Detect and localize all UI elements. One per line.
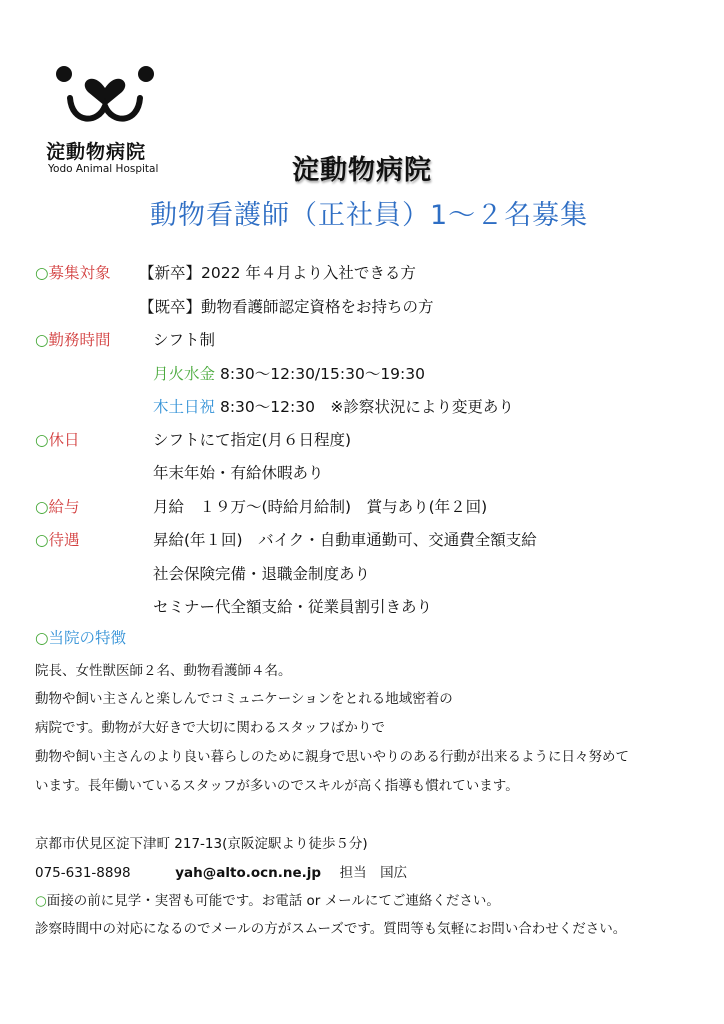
recruit-new-grad: 【新卒】2022 年４月より入社できる方 [139,264,416,282]
phone-number[interactable]: 075-631-8898 [35,865,131,881]
holiday-shift: シフトにて指定(月６日程度) [153,431,352,449]
job-title: 動物看護師（正社員）1～２名募集 [150,200,589,231]
holiday-vacation: 年末年始・有給休暇あり [153,464,324,482]
logo-english-name: Yodo Animal Hospital [48,163,159,175]
features-line: 病院です。動物が大好きで大切に関わるスタッフばかりで [35,720,385,736]
circle-marker-icon: ○ [35,893,47,909]
email-link[interactable]: yah@alto.ocn.ne.jp [175,865,322,881]
features-line: 院長、女性獣医師２名、動物看護師４名。 [35,663,292,679]
hours-shift: シフト制 [153,331,216,349]
dog-face-heart-icon [48,62,158,132]
circle-marker-icon: ○ [35,431,49,449]
features-line: 動物や飼い主さんと楽しんでコミュニケーションをとれる地域密着の [35,691,453,707]
recruit-label: ○募集対象 [35,264,111,282]
page-title: 淀動物病院 [292,155,432,186]
other-time: 8:30～12:30 ※診察状況により変更あり [219,398,514,416]
contact-person: 担当 国広 [339,865,408,881]
hours-label: ○勤務時間 [35,331,111,349]
other-days: 木土日祝 [153,398,216,416]
benefits-line-3: セミナー代全額支給・従業員割引きあり [153,598,433,616]
circle-marker-icon: ○ [35,331,49,349]
circle-marker-icon: ○ [35,531,49,549]
weekday-time: 8:30～12:30/15:30～19:30 [219,365,425,383]
salary-value: 月給 １９万～(時給月給制) 賞与あり(年２回) [153,498,488,516]
contact-line [35,861,407,881]
circle-marker-icon: ○ [35,629,49,647]
logo-japanese-name: 淀動物病院 [46,141,147,163]
recruit-experienced: 【既卒】動物看護師認定資格をお持ちの方 [139,298,434,316]
benefits-label: ○待遇 [35,531,80,549]
holiday-label: ○休日 [35,431,80,449]
note-email: 診察時間中の対応になるのでメールの方がスムーズです。質問等も気軽にお問い合わせください。 [35,921,627,937]
circle-marker-icon: ○ [35,264,49,282]
features-heading: ○当院の特徴 [35,629,127,647]
benefits-line-2: 社会保険完備・退職金制度あり [153,565,371,583]
benefits-line-1: 昇給(年１回) バイク・自動車通勤可、交通費全額支給 [153,531,537,549]
weekday-days: 月火水金 [153,365,216,383]
features-line: 動物や飼い主さんのより良い暮らしのために親身で思いやりのある行動が出来るように日々努めて [35,749,629,765]
features-line: います。長年働いているスタッフが多いのでスキルが高く指導も慣れています。 [35,778,519,794]
address: 京都市伏見区淀下津町 217-13(京阪淀駅より徒歩５分) [35,836,368,852]
note-visit: ○面接の前に見学・実習も可能です。お電話 or メールにてご連絡ください。 [35,893,500,909]
circle-marker-icon: ○ [35,498,49,516]
salary-label: ○給与 [35,498,80,516]
